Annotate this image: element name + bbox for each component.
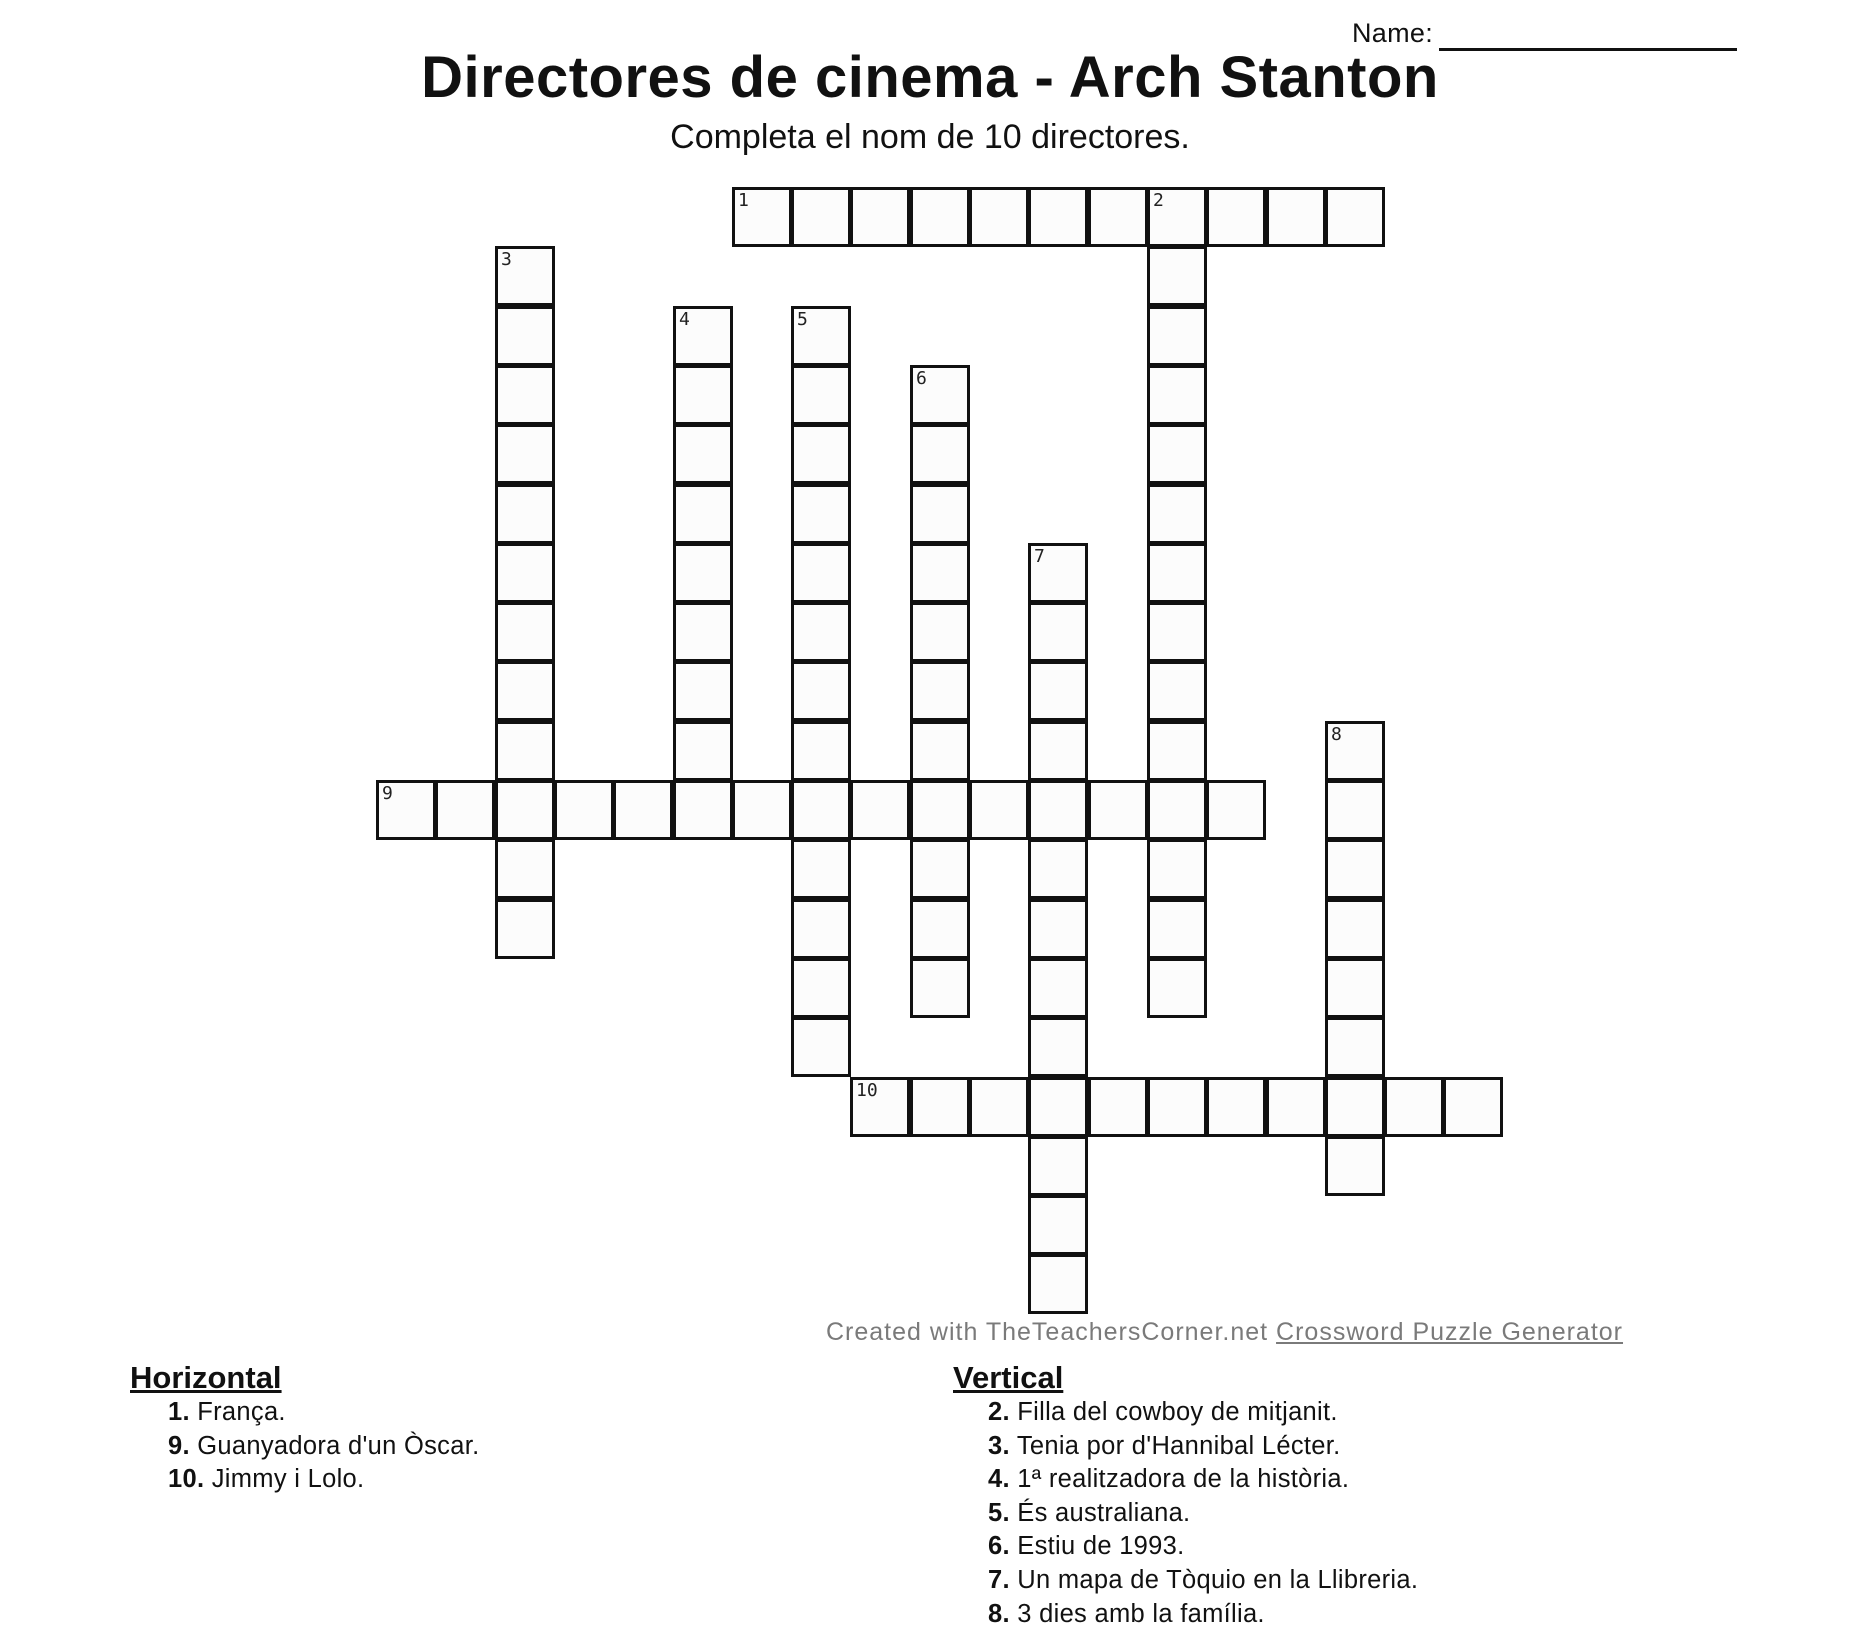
grid-cell[interactable] bbox=[969, 780, 1029, 840]
grid-cell[interactable] bbox=[910, 365, 970, 425]
clue-item bbox=[988, 1432, 1341, 1461]
clue-item-text: Estiu de 1993. bbox=[1017, 1532, 1185, 1561]
grid-cell[interactable] bbox=[1028, 1136, 1088, 1196]
grid-cell[interactable] bbox=[791, 306, 851, 366]
grid-cell[interactable] bbox=[791, 424, 851, 484]
grid-cell[interactable] bbox=[495, 602, 555, 662]
clue-item-number: 7. bbox=[988, 1566, 1010, 1594]
grid-cell[interactable] bbox=[1206, 187, 1266, 247]
clue-item-number: 4. bbox=[988, 1465, 1010, 1494]
grid-cell[interactable] bbox=[910, 721, 970, 781]
clue-item-number: 9. bbox=[168, 1431, 190, 1460]
grid-cell[interactable] bbox=[495, 899, 555, 959]
grid-cell[interactable] bbox=[673, 721, 733, 781]
clue-number: 8 bbox=[1331, 724, 1342, 745]
clue-item bbox=[168, 1465, 364, 1494]
grid-cell[interactable] bbox=[495, 306, 555, 366]
grid-cell[interactable] bbox=[969, 1077, 1029, 1137]
grid-cell[interactable] bbox=[791, 721, 851, 781]
grid-cell[interactable] bbox=[910, 899, 970, 959]
grid-cell[interactable] bbox=[673, 365, 733, 425]
credit-link[interactable]: Crossword Puzzle Generator bbox=[1276, 1318, 1624, 1346]
grid-cell[interactable] bbox=[910, 187, 970, 247]
clue-item bbox=[988, 1499, 1190, 1528]
grid-cell[interactable] bbox=[1028, 1017, 1088, 1077]
clue-item-text: Tenia por d'Hannibal Lécter. bbox=[1016, 1431, 1341, 1460]
grid-cell[interactable] bbox=[791, 780, 851, 840]
grid-cell[interactable] bbox=[435, 780, 495, 840]
clue-item bbox=[168, 1432, 480, 1461]
grid-cell[interactable] bbox=[376, 780, 436, 840]
clue-number: 10 bbox=[856, 1080, 878, 1101]
clue-item-number: 8. bbox=[988, 1599, 1010, 1628]
grid-cell[interactable] bbox=[1088, 187, 1148, 247]
grid-cell[interactable] bbox=[910, 780, 970, 840]
grid-cell[interactable] bbox=[1147, 661, 1207, 721]
grid-cell[interactable] bbox=[1028, 602, 1088, 662]
name-label: Name: bbox=[1352, 18, 1434, 48]
grid-cell[interactable] bbox=[495, 661, 555, 721]
grid-cell[interactable] bbox=[554, 780, 614, 840]
grid-cell[interactable] bbox=[1147, 839, 1207, 899]
page-title: Directores de cinema - Arch Stanton bbox=[421, 45, 1439, 110]
down-heading: Vertical bbox=[953, 1360, 1064, 1395]
clue-item-number: 3. bbox=[988, 1431, 1010, 1460]
clue-number: 3 bbox=[501, 249, 512, 270]
grid-cell[interactable] bbox=[613, 780, 673, 840]
clue-item-number: 5. bbox=[988, 1498, 1010, 1527]
grid-cell[interactable] bbox=[1443, 1077, 1503, 1137]
grid-cell[interactable] bbox=[850, 187, 910, 247]
grid-cell[interactable] bbox=[1325, 721, 1385, 781]
grid-cell[interactable] bbox=[495, 839, 555, 899]
grid-cell[interactable] bbox=[791, 365, 851, 425]
clue-number: 6 bbox=[916, 368, 927, 389]
grid-cell[interactable] bbox=[791, 484, 851, 544]
clue-item-text: 1ª realitzadora de la història. bbox=[1017, 1465, 1350, 1494]
grid-cell[interactable] bbox=[910, 839, 970, 899]
grid-cell[interactable] bbox=[673, 661, 733, 721]
clue-number: 1 bbox=[738, 190, 749, 211]
grid-cell[interactable] bbox=[1147, 899, 1207, 959]
grid-cell[interactable] bbox=[791, 839, 851, 899]
grid-cell[interactable] bbox=[495, 365, 555, 425]
clue-item-text: França. bbox=[197, 1398, 286, 1426]
clue-number: 5 bbox=[797, 309, 808, 330]
clue-item bbox=[988, 1532, 1185, 1561]
clue-number: 2 bbox=[1153, 190, 1164, 211]
grid-cell[interactable] bbox=[1266, 187, 1326, 247]
grid-cell[interactable] bbox=[495, 721, 555, 781]
credit-line bbox=[826, 1318, 1623, 1347]
grid-cell[interactable] bbox=[673, 484, 733, 544]
grid-cell[interactable] bbox=[910, 484, 970, 544]
grid-cell[interactable] bbox=[495, 543, 555, 603]
clue-item-text: Jimmy i Lolo. bbox=[211, 1465, 365, 1494]
grid-cell[interactable] bbox=[910, 958, 970, 1018]
grid-cell[interactable] bbox=[1384, 1077, 1444, 1137]
grid-cell[interactable] bbox=[1147, 780, 1207, 840]
grid-cell[interactable] bbox=[850, 780, 910, 840]
grid-cell[interactable] bbox=[791, 543, 851, 603]
grid-cell[interactable] bbox=[791, 1017, 851, 1077]
clue-item-number: 10. bbox=[168, 1465, 205, 1494]
grid-cell[interactable] bbox=[791, 899, 851, 959]
clue-item bbox=[988, 1465, 1349, 1494]
grid-cell[interactable] bbox=[910, 1077, 970, 1137]
grid-cell[interactable] bbox=[1147, 246, 1207, 306]
grid-cell[interactable] bbox=[1325, 1136, 1385, 1196]
clue-item-number: 6. bbox=[988, 1532, 1010, 1561]
grid-cell[interactable] bbox=[1088, 780, 1148, 840]
grid-cell[interactable] bbox=[1028, 1077, 1088, 1137]
grid-cell[interactable] bbox=[1325, 780, 1385, 840]
grid-cell[interactable] bbox=[1028, 1254, 1088, 1314]
grid-cell[interactable] bbox=[1088, 1077, 1148, 1137]
clue-item-number: 1. bbox=[168, 1398, 190, 1426]
clue-item bbox=[988, 1600, 1265, 1629]
clue-number: 7 bbox=[1034, 546, 1045, 567]
grid-cell[interactable] bbox=[495, 246, 555, 306]
grid-cell[interactable] bbox=[495, 780, 555, 840]
page-subtitle: Completa el nom de 10 directores. bbox=[670, 118, 1190, 156]
grid-cell[interactable] bbox=[910, 661, 970, 721]
grid-cell[interactable] bbox=[1147, 543, 1207, 603]
grid-cell[interactable] bbox=[1147, 602, 1207, 662]
clue-item-text: Un mapa de Tòquio en la Llibreria. bbox=[1017, 1566, 1419, 1594]
credit-text: Created with TheTeachersCorner.net bbox=[826, 1318, 1277, 1346]
clue-item-text: Filla del cowboy de mitjanit. bbox=[1017, 1398, 1338, 1426]
clue-item-text: Guanyadora d'un Òscar. bbox=[197, 1431, 480, 1460]
grid-cell[interactable] bbox=[1325, 187, 1385, 247]
grid-cell[interactable] bbox=[1147, 721, 1207, 781]
grid-cell[interactable] bbox=[1147, 484, 1207, 544]
grid-cell[interactable] bbox=[1028, 721, 1088, 781]
grid-cell[interactable] bbox=[1206, 1077, 1266, 1137]
grid-cell[interactable] bbox=[1325, 899, 1385, 959]
clue-item bbox=[168, 1398, 286, 1427]
grid-cell[interactable] bbox=[1147, 306, 1207, 366]
grid-cell[interactable] bbox=[1028, 899, 1088, 959]
grid-cell[interactable] bbox=[791, 187, 851, 247]
grid-cell[interactable] bbox=[1325, 1077, 1385, 1137]
grid-cell[interactable] bbox=[1147, 958, 1207, 1018]
grid-cell[interactable] bbox=[673, 780, 733, 840]
grid-cell[interactable] bbox=[1325, 958, 1385, 1018]
grid-cell[interactable] bbox=[1147, 187, 1207, 247]
grid-cell[interactable] bbox=[673, 602, 733, 662]
grid-cell[interactable] bbox=[910, 543, 970, 603]
grid-cell[interactable] bbox=[1147, 424, 1207, 484]
grid-cell[interactable] bbox=[732, 780, 792, 840]
grid-cell[interactable] bbox=[791, 958, 851, 1018]
grid-cell[interactable] bbox=[1266, 1077, 1326, 1137]
grid-cell[interactable] bbox=[1028, 839, 1088, 899]
grid-cell[interactable] bbox=[673, 543, 733, 603]
grid-cell[interactable] bbox=[910, 602, 970, 662]
grid-cell[interactable] bbox=[1147, 1077, 1207, 1137]
grid-cell[interactable] bbox=[732, 187, 792, 247]
clue-item bbox=[988, 1566, 1418, 1595]
grid-cell[interactable] bbox=[1206, 780, 1266, 840]
clue-item bbox=[988, 1398, 1338, 1427]
grid-cell[interactable] bbox=[910, 424, 970, 484]
grid-cell[interactable] bbox=[673, 424, 733, 484]
grid-cell[interactable] bbox=[1028, 958, 1088, 1018]
grid-cell[interactable] bbox=[495, 424, 555, 484]
grid-cell[interactable] bbox=[495, 484, 555, 544]
grid-cell[interactable] bbox=[850, 1077, 910, 1137]
clue-number: 9 bbox=[382, 783, 393, 804]
clue-number: 4 bbox=[679, 309, 690, 330]
clue-item-text: 3 dies amb la família. bbox=[1017, 1599, 1265, 1628]
grid-cell[interactable] bbox=[1028, 661, 1088, 721]
grid-cell[interactable] bbox=[1028, 543, 1088, 603]
clue-item-text: És australiana. bbox=[1017, 1498, 1191, 1527]
grid-cell[interactable] bbox=[673, 306, 733, 366]
grid-cell[interactable] bbox=[1028, 187, 1088, 247]
grid-cell[interactable] bbox=[791, 661, 851, 721]
grid-cell[interactable] bbox=[969, 187, 1029, 247]
grid-cell[interactable] bbox=[1028, 1195, 1088, 1255]
grid-cell[interactable] bbox=[1147, 365, 1207, 425]
across-heading: Horizontal bbox=[130, 1360, 282, 1395]
clue-item-number: 2. bbox=[988, 1398, 1010, 1426]
grid-cell[interactable] bbox=[1325, 1017, 1385, 1077]
grid-cell[interactable] bbox=[791, 602, 851, 662]
grid-cell[interactable] bbox=[1325, 839, 1385, 899]
grid-cell[interactable] bbox=[1028, 780, 1088, 840]
